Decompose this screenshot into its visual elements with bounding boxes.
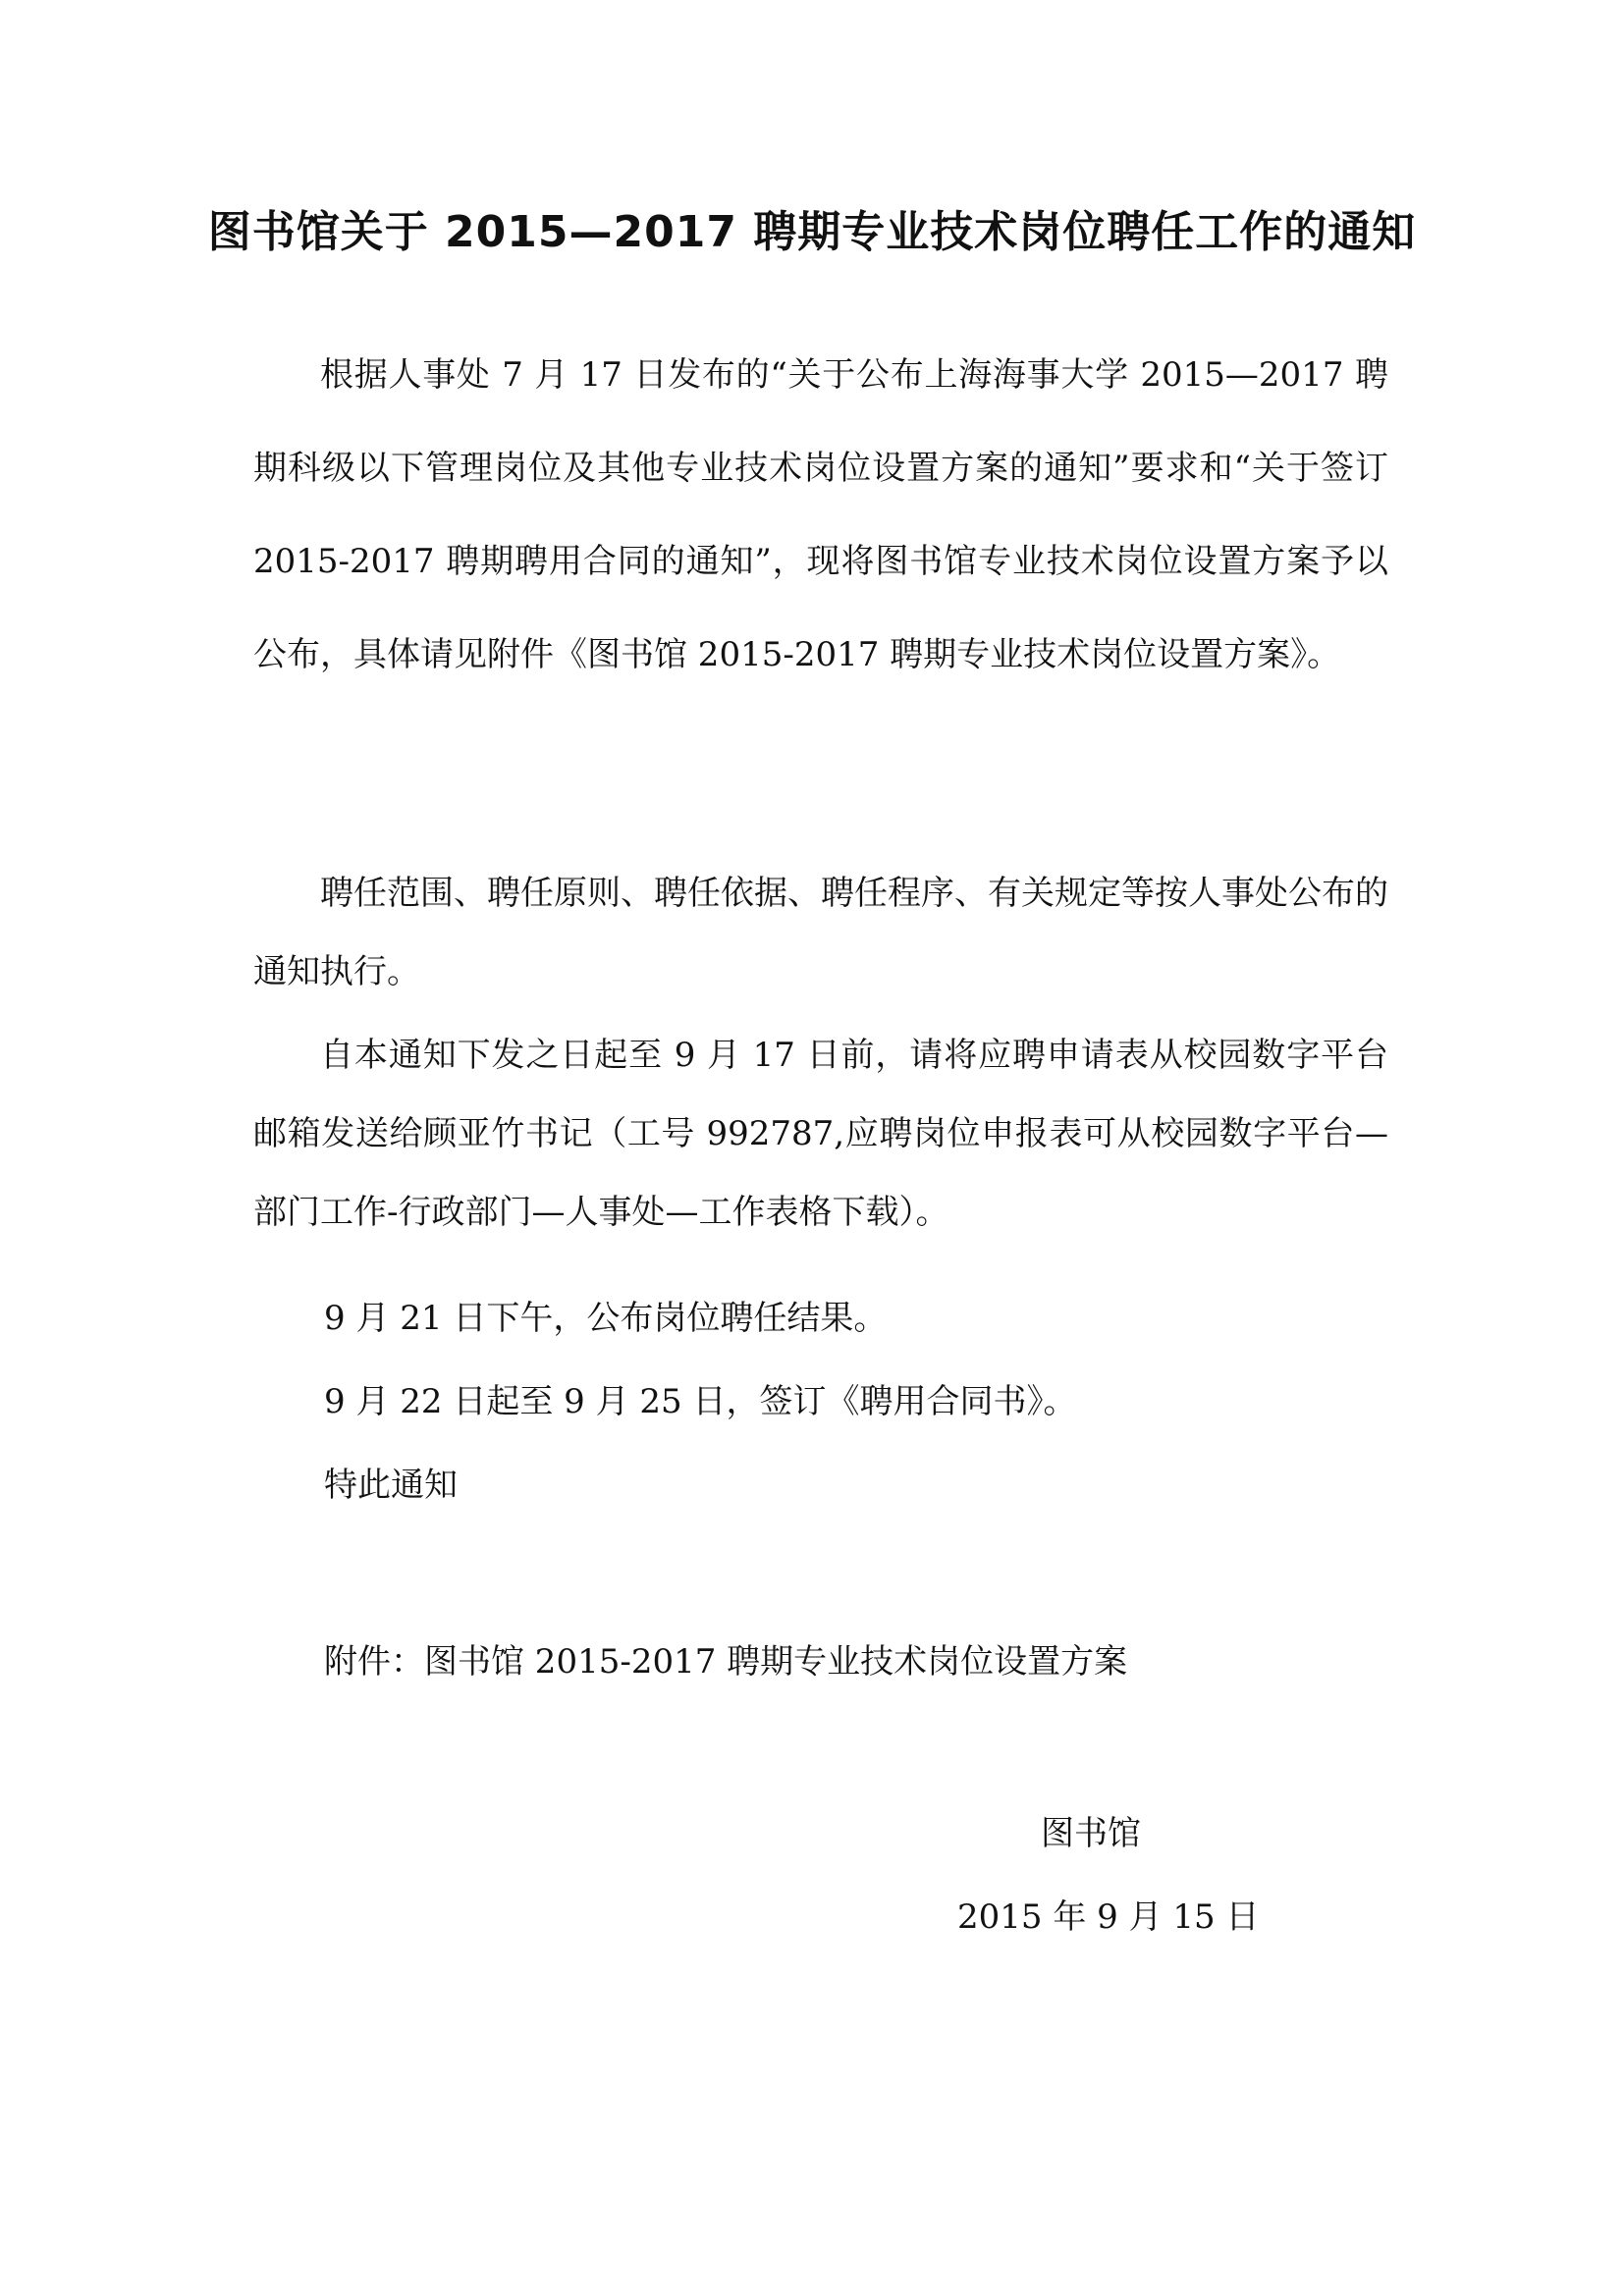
paragraph-announcement: 根据人事处 7 月 17 日发布的“关于公布上海海事大学 2015—2017 聘期科级以下管理岗位及其他专业技术岗位设置方案的通知”要求和“关于签订 2015-2017 聘期聘用合同的通知”，现将图书馆专业技术岗位设置方案予以公布，具体请见附件《图书馆 2015-2017 聘期专业技术岗位设置方案》。 (253, 355, 1388, 674)
document-title: 图书馆关于 2015—2017 聘期专业技术岗位聘任工作的通知 (207, 207, 1417, 257)
line-results-date: 9 月 21 日下午，公布岗位聘任结果。 (324, 1299, 888, 1338)
paragraph-application: 自本通知下发之日起至 9 月 17 日前，请将应聘申请表从校园数字平台邮箱发送给顾亚竹书记（工号 992787,应聘岗位申报表可从校园数字平台—部门工作-行政部门—人事处—工作表格下载）。 (253, 1036, 1388, 1232)
signature-organization: 图书馆 (1041, 1814, 1141, 1853)
attachment-line: 附件：图书馆 2015-2017 聘期专业技术岗位设置方案 (324, 1642, 1128, 1682)
line-closing: 特此通知 (324, 1466, 458, 1505)
line-contract-date: 9 月 22 日起至 9 月 25 日，签订《聘用合同书》。 (324, 1382, 1077, 1421)
signature-date: 2015 年 9 月 15 日 (957, 1897, 1260, 1937)
paragraph-scope: 聘任范围、聘任原则、聘任依据、聘任程序、有关规定等按人事处公布的通知执行。 (253, 874, 1388, 991)
